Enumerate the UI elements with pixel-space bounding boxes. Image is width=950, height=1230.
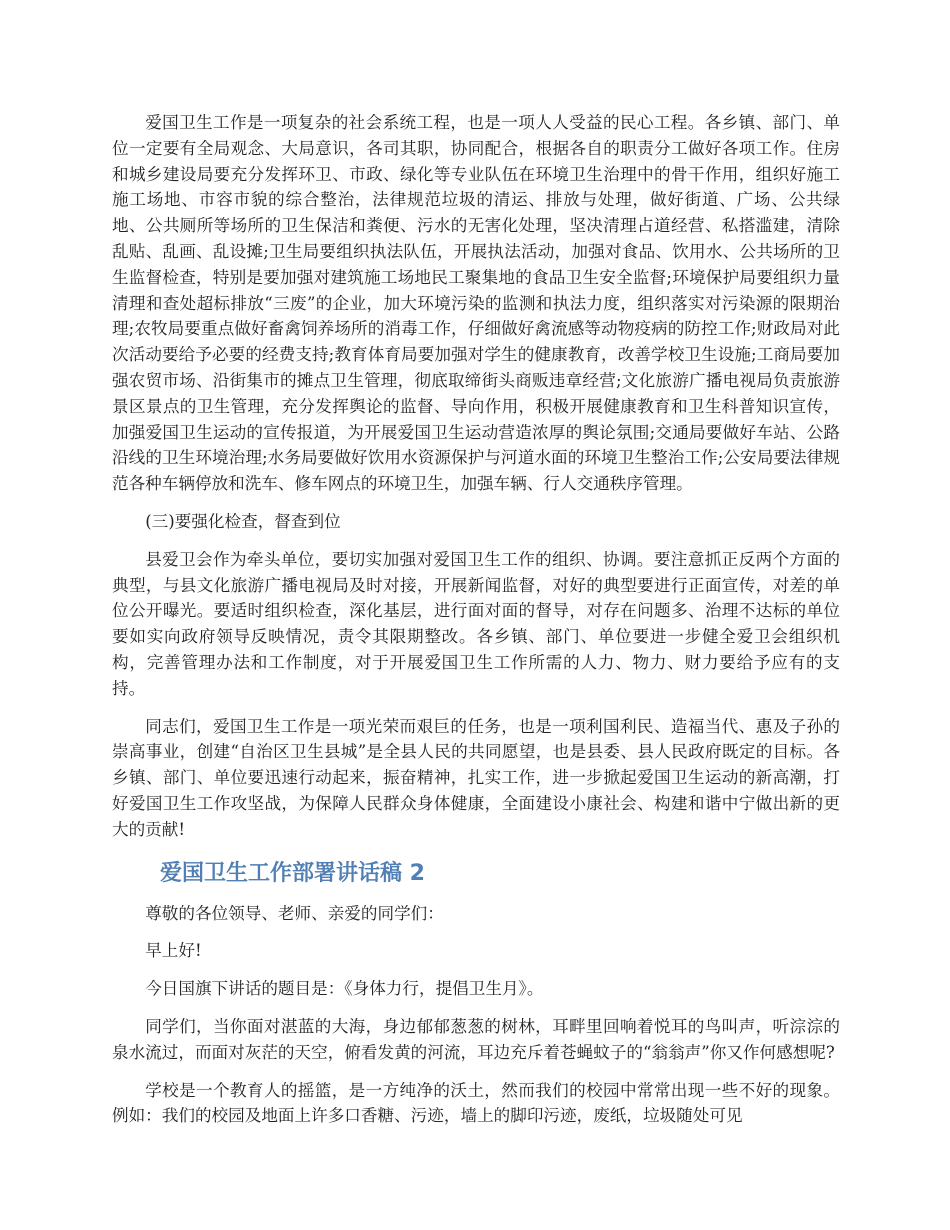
speech-title-line: 今日国旗下讲话的题目是：《身体力行，提倡卫生月》。 [145,979,544,999]
body-paragraph: 同学们，当你面对湛蓝的大海，身边郁郁葱葱的树林，耳畔里回响着悦耳的鸟叫声，听淙淙的泉水流过，而面对灰茫的天空，俯看发黄的河流，耳边充斥着苍蝇蚊子的“翁翁声”你又作何感想呢? [112,1016,840,1062]
body-paragraph: 县爱卫会作为牵头单位，要切实加强对爱国卫生工作的组织、协调。要注意抓正反两个方面的典型，与县文化旅游广播电视局及时对接，开展新闻监督，对好的典型要进行正面宣传，对差的单位公开曝光。要适时组织检查，深化基层，进行面对面的督导，对存在问题多、治理不达标的单位要如实向政府领导反映情况，责令其限期整改。各乡镇、部门、单位要进一步健全爱卫会组织机构，完善管理办法和工作制度，对于开展爱国卫生工作所需的人力、物力、财力要给予应有的支持。 [112,549,840,698]
document-page [112,110,840,1141]
body-paragraph: 学校是一个教育人的摇篮，是一方纯净的沃土，然而我们的校园中常常出现一些不好的现象。例如：我们的校园及地面上许多口香糖、污迹，墙上的脚印污迹，废纸，垃圾随处可见 [112,1080,840,1126]
salutation: 尊敬的各位领导、老师、亲爱的同学们： [145,903,444,923]
greeting: 早上好! [145,941,202,961]
section-heading: 爱国卫生工作部署讲话稿 2 [160,860,425,886]
body-paragraph: 同志们，爱国卫生工作是一项光荣而艰巨的任务，也是一项利国利民、造福当代、惠及子孙的崇高事业，创建“自治区卫生县城”是全县人民的共同愿望，也是县委、县人民政府既定的目标。各乡镇、部门、单位要迅速行动起来，振奋精神，扎实工作，进一步掀起爱国卫生运动的新高潮，打好爱国卫生工作攻坚战，为保障人民群众身体健康，全面建设小康社会、构建和谐中宁做出新的更大的贡献! [112,716,840,839]
section-subheading: (三)要强化检查，督查到位 [145,511,341,531]
body-paragraph: 爱国卫生工作是一项复杂的社会系统工程，也是一项人人受益的民心工程。各乡镇、部门、单位一定要有全局观念、大局意识，各司其职，协同配合，根据各自的职责分工做好各项工作。住房和城乡建设局要充分发挥环卫、市政、绿化等专业队伍在环境卫生治理中的骨干作用，组织好施工施工场地、市容市貌的综合整治，法律规范垃圾的清运、排放与处理，做好街道、广场、公共绿地、公共厕所等场所的卫生保洁和粪便、污水的无害化处理，坚决清理占道经营、私搭滥建，清除乱贴、乱画、乱设摊;卫生局要组织执法队伍，开展执法活动，加强对食品、饮用水、公共场所的卫生监督检查，特别是要加强对建筑施工场地民工聚集地的食品卫生安全监督;环境保护局要组织力量清理和查处超标排放“三废”的企业，加大环境污染的监测和执法力度，组织落实对污染源的限期治理;农牧局要重点做好畜禽饲养场所的消毒工作，仔细做好禽流感等动物疫病的防控工作;财政局对此次活动要给予必要的经费支持;教育体育局要加强对学生的健康教育，改善学校卫生设施;工商局要加强农贸市场、沿街集市的摊点卫生管理，彻底取缔街头商贩违章经营;文化旅游广播电视局负责旅游景区景点的卫生管理，充分发挥舆论的监督、导向作用，积极开展健康教育和卫生科普知识宣传，加强爱国卫生运动的宣传报道，为开展爱国卫生运动营造浓厚的舆论氛围;交通局要做好车站、公路沿线的卫生环境治理;水务局要做好饮用水资源保护与河道水面的环境卫生整治工作;公安局要法律规范各种车辆停放和洗车、修车网点的环境卫生，加强车辆、行人交通秩序管理。 [112,113,840,494]
